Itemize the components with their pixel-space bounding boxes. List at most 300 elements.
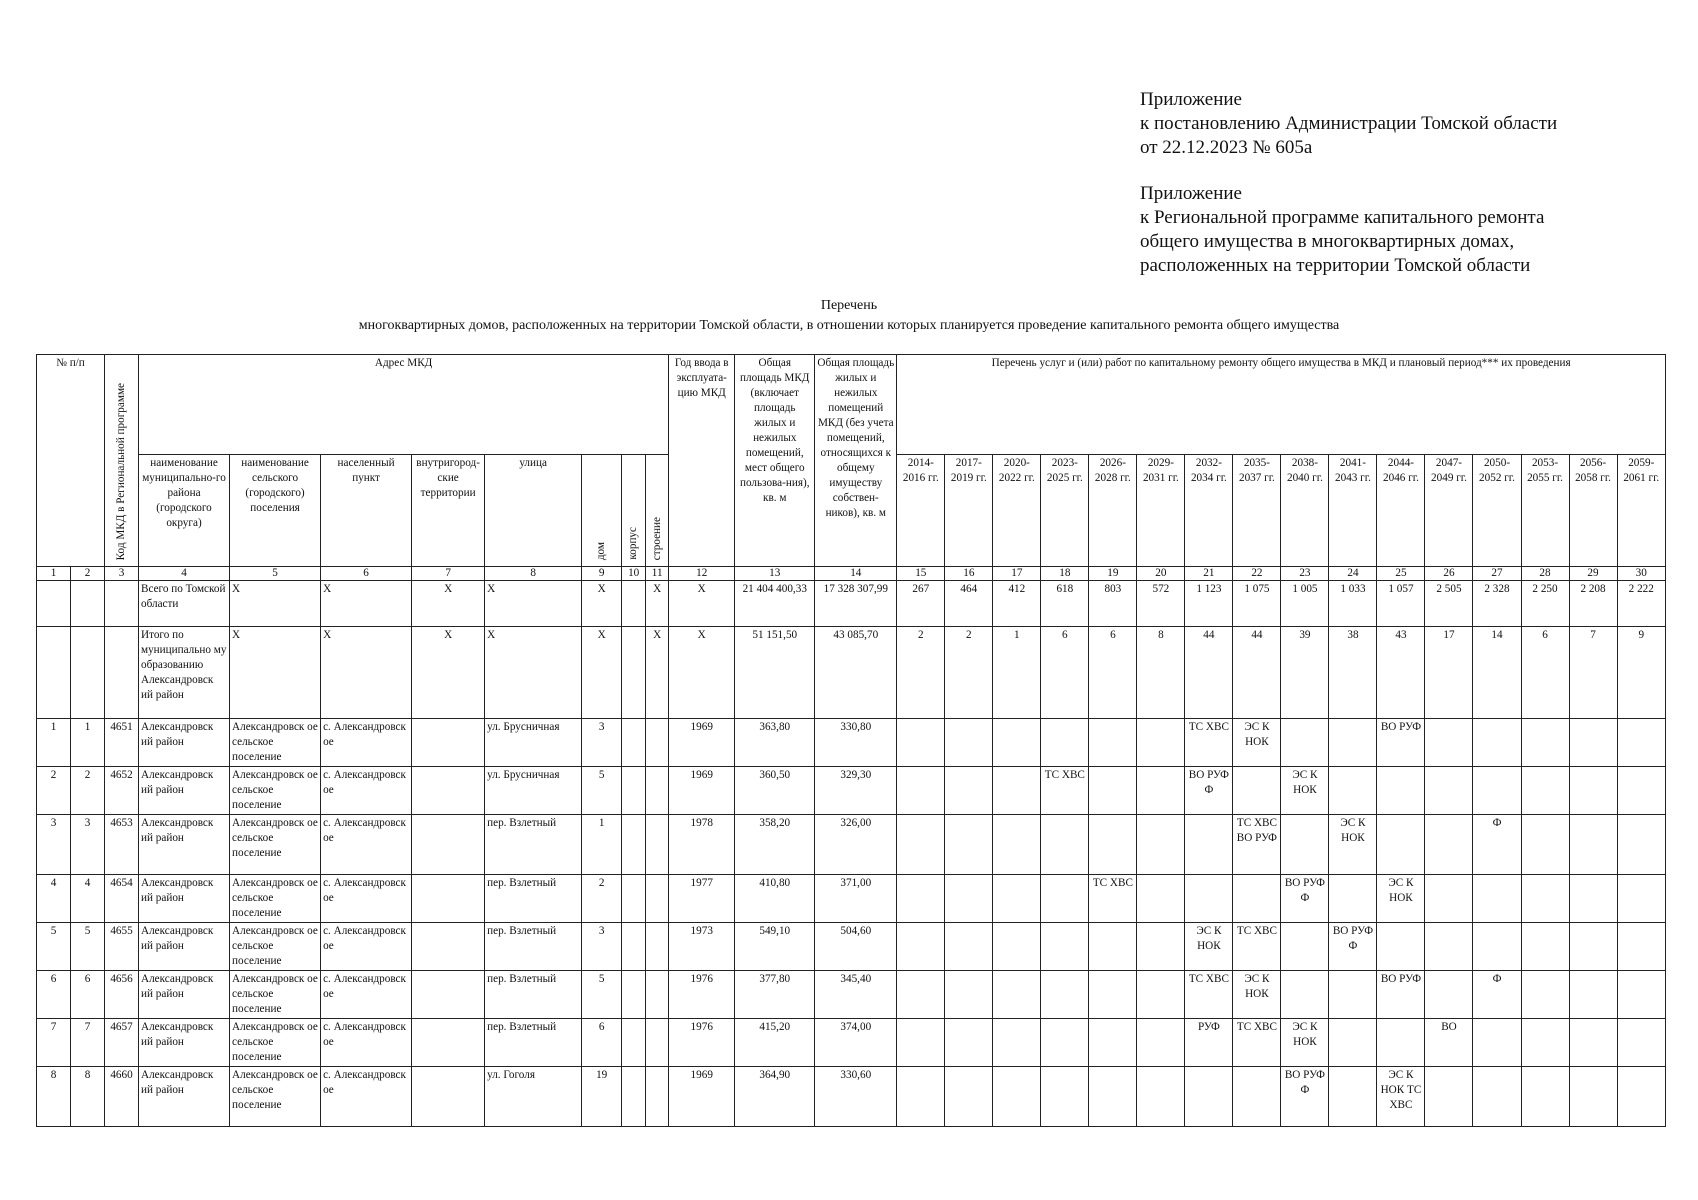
table-cell: 2 208 bbox=[1569, 581, 1617, 627]
table-cell: с. Александровск ое bbox=[321, 923, 412, 971]
table-cell bbox=[646, 923, 669, 971]
table-cell bbox=[1233, 875, 1281, 923]
table-row bbox=[37, 581, 1666, 627]
table-cell: 51 151,50 bbox=[735, 627, 815, 719]
table-cell: 1 bbox=[71, 719, 105, 767]
table-cell bbox=[897, 719, 945, 767]
table-cell: ЭС К НОК bbox=[1329, 815, 1377, 875]
table-cell bbox=[993, 719, 1041, 767]
table-cell: ТС ХВС bbox=[1233, 1019, 1281, 1067]
table-cell bbox=[945, 1019, 993, 1067]
table-cell: Александровск ий район bbox=[139, 875, 230, 923]
table-cell: 38 bbox=[1329, 627, 1377, 719]
table-cell: 9 bbox=[1617, 627, 1665, 719]
table-cell: 1 057 bbox=[1377, 581, 1425, 627]
table-cell: 358,20 bbox=[735, 815, 815, 875]
table-cell: ТС ХВС bbox=[1233, 923, 1281, 971]
table-cell: 267 bbox=[897, 581, 945, 627]
table-cell bbox=[1521, 815, 1569, 875]
table-cell bbox=[1617, 1067, 1665, 1127]
table-cell: ул. Гоголя bbox=[485, 1067, 582, 1127]
appendix-line: Приложение bbox=[1140, 183, 1242, 204]
table-cell bbox=[105, 581, 139, 627]
table-cell bbox=[993, 815, 1041, 875]
table-cell bbox=[1425, 815, 1473, 875]
table-cell bbox=[945, 971, 993, 1019]
table-cell: 1978 bbox=[669, 815, 735, 875]
table-cell: 7 bbox=[71, 1019, 105, 1067]
table-cell bbox=[1569, 971, 1617, 1019]
table-cell: X bbox=[321, 627, 412, 719]
table-cell: 6 bbox=[1521, 627, 1569, 719]
column-number: 1 bbox=[37, 567, 71, 581]
table-cell: 1 bbox=[993, 627, 1041, 719]
column-number: 16 bbox=[945, 567, 993, 581]
period-header: 2035-2037 гг. bbox=[1233, 455, 1281, 567]
table-cell: 4652 bbox=[105, 767, 139, 815]
table-cell: 410,80 bbox=[735, 875, 815, 923]
column-number: 13 bbox=[735, 567, 815, 581]
table-cell bbox=[1377, 815, 1425, 875]
period-header: 2056-2058 гг. bbox=[1569, 455, 1617, 567]
table-cell bbox=[993, 767, 1041, 815]
table-cell bbox=[993, 971, 1041, 1019]
table-cell: 803 bbox=[1089, 581, 1137, 627]
table-cell: 412 bbox=[993, 581, 1041, 627]
table-cell bbox=[37, 581, 71, 627]
table-cell: 360,50 bbox=[735, 767, 815, 815]
document-title: Перечень bbox=[820, 298, 878, 313]
column-number: 25 bbox=[1377, 567, 1425, 581]
table-cell bbox=[1281, 971, 1329, 1019]
table-cell bbox=[1521, 1067, 1569, 1127]
table-cell: 330,80 bbox=[815, 719, 897, 767]
appendix-header-program bbox=[1140, 182, 1544, 278]
table-cell bbox=[1041, 1019, 1089, 1067]
table-cell bbox=[1329, 719, 1377, 767]
table-cell: 363,80 bbox=[735, 719, 815, 767]
column-number: 28 bbox=[1521, 567, 1569, 581]
column-number: 12 bbox=[669, 567, 735, 581]
table-cell: 1 bbox=[582, 815, 622, 875]
table-cell: ТС ХВС ВО РУФ bbox=[1233, 815, 1281, 875]
header-settlement: наименование сельского (городского) поселения bbox=[230, 455, 321, 567]
table-cell: 464 bbox=[945, 581, 993, 627]
table-cell bbox=[1281, 815, 1329, 875]
table-cell: 19 bbox=[582, 1067, 622, 1127]
column-number: 11 bbox=[646, 567, 669, 581]
period-header: 2020-2022 гг. bbox=[993, 455, 1041, 567]
period-header: 2041-2043 гг. bbox=[1329, 455, 1377, 567]
table-cell: 21 404 400,33 bbox=[735, 581, 815, 627]
table-cell: 2 250 bbox=[1521, 581, 1569, 627]
appendix-line: общего имущества в многоквартирных домах, bbox=[1140, 231, 1515, 252]
table-cell bbox=[646, 971, 669, 1019]
table-cell bbox=[1041, 719, 1089, 767]
header-area-living: Общая площадь жилых и нежилых помещений МКД (без учета помещений, относящихся к общему имуществу собствен-ников), кв. м bbox=[815, 355, 897, 567]
table-cell: Александровск ое сельское поселение bbox=[230, 923, 321, 971]
table-cell: Александровск ий район bbox=[139, 1067, 230, 1127]
table-cell bbox=[622, 767, 646, 815]
table-cell: ЭС К НОК bbox=[1281, 1019, 1329, 1067]
header-building bbox=[622, 455, 646, 567]
table-cell: 415,20 bbox=[735, 1019, 815, 1067]
table-cell bbox=[1425, 923, 1473, 971]
table-cell: ЭС К НОК bbox=[1377, 875, 1425, 923]
table-cell bbox=[1617, 971, 1665, 1019]
table-cell: пер. Взлетный bbox=[485, 815, 582, 875]
table-cell: Александровск ое сельское поселение bbox=[230, 1067, 321, 1127]
table-cell: 549,10 bbox=[735, 923, 815, 971]
column-number: 9 bbox=[582, 567, 622, 581]
table-cell bbox=[897, 1019, 945, 1067]
table-cell bbox=[1617, 719, 1665, 767]
table-cell: 6 bbox=[582, 1019, 622, 1067]
column-number: 18 bbox=[1041, 567, 1089, 581]
table-cell: ВО РУФ Ф bbox=[1329, 923, 1377, 971]
table-cell bbox=[1089, 923, 1137, 971]
table-cell: ВО РУФ Ф bbox=[1281, 875, 1329, 923]
table-cell: 44 bbox=[1233, 627, 1281, 719]
table-cell: X bbox=[485, 581, 582, 627]
column-number: 20 bbox=[1137, 567, 1185, 581]
column-number: 14 bbox=[815, 567, 897, 581]
table-cell: Александровск ое сельское поселение bbox=[230, 971, 321, 1019]
header-num: № п/п bbox=[37, 355, 105, 567]
table-cell bbox=[1233, 1067, 1281, 1127]
table-cell bbox=[412, 1019, 485, 1067]
table-cell: с. Александровск ое bbox=[321, 1019, 412, 1067]
table-cell bbox=[1329, 875, 1377, 923]
table-cell: 8 bbox=[71, 1067, 105, 1127]
column-number: 30 bbox=[1617, 567, 1665, 581]
table-cell bbox=[1185, 815, 1233, 875]
table-cell: пер. Взлетный bbox=[485, 923, 582, 971]
column-number: 10 bbox=[622, 567, 646, 581]
table-cell bbox=[646, 875, 669, 923]
table-cell bbox=[1137, 767, 1185, 815]
table-cell: 1969 bbox=[669, 767, 735, 815]
table-cell bbox=[945, 767, 993, 815]
table-cell bbox=[622, 815, 646, 875]
table-cell: 1 005 bbox=[1281, 581, 1329, 627]
table-cell bbox=[945, 923, 993, 971]
table-cell bbox=[1521, 767, 1569, 815]
table-cell bbox=[1521, 875, 1569, 923]
table-cell: Александровск ий район bbox=[139, 719, 230, 767]
table-cell: 3 bbox=[71, 815, 105, 875]
table-cell: 43 bbox=[1377, 627, 1425, 719]
table-row bbox=[37, 815, 1666, 875]
table-cell: X bbox=[412, 627, 485, 719]
table-cell: Всего по Томской области bbox=[139, 581, 230, 627]
table-cell: с. Александровск ое bbox=[321, 815, 412, 875]
table-cell bbox=[412, 767, 485, 815]
table-cell: с. Александровск ое bbox=[321, 971, 412, 1019]
column-number: 22 bbox=[1233, 567, 1281, 581]
table-cell: 39 bbox=[1281, 627, 1329, 719]
table-cell bbox=[37, 627, 71, 719]
table-cell: X bbox=[669, 627, 735, 719]
column-number-row bbox=[37, 567, 1666, 581]
table-cell: ВО РУФ Ф bbox=[1281, 1067, 1329, 1127]
table-cell: Итого по муниципально му образованию Александровск ий район bbox=[139, 627, 230, 719]
appendix-line: расположенных на территории Томской области bbox=[1140, 255, 1531, 276]
appendix-line: к постановлению Администрации Томской области bbox=[1140, 113, 1558, 134]
table-cell bbox=[897, 767, 945, 815]
period-header: 2032-2034 гг. bbox=[1185, 455, 1233, 567]
column-number: 2 bbox=[71, 567, 105, 581]
table-cell: 2 bbox=[945, 627, 993, 719]
table-cell: ЭС К НОК bbox=[1185, 923, 1233, 971]
header-building-text: корпус bbox=[627, 527, 640, 560]
table-cell bbox=[1089, 1067, 1137, 1127]
table-cell: Александровск ий район bbox=[139, 767, 230, 815]
table-cell bbox=[1473, 923, 1521, 971]
table-cell bbox=[622, 719, 646, 767]
table-cell bbox=[1521, 719, 1569, 767]
table-cell bbox=[1425, 875, 1473, 923]
table-cell: Александровск ое сельское поселение bbox=[230, 767, 321, 815]
table-cell bbox=[1425, 1067, 1473, 1127]
table-cell: X bbox=[412, 581, 485, 627]
table-cell: 4655 bbox=[105, 923, 139, 971]
table-cell: 618 bbox=[1041, 581, 1089, 627]
header-row-top bbox=[37, 355, 1666, 455]
table-row bbox=[37, 1019, 1666, 1067]
table-cell bbox=[622, 627, 646, 719]
table-cell: 364,90 bbox=[735, 1067, 815, 1127]
table-cell: Александровск ий район bbox=[139, 971, 230, 1019]
header-district: наименование муниципально-го района (городского округа) bbox=[139, 455, 230, 567]
table-cell bbox=[1329, 971, 1377, 1019]
table-row bbox=[37, 719, 1666, 767]
header-year: Год ввода в эксплуата-цию МКД bbox=[669, 355, 735, 567]
table-cell bbox=[1041, 923, 1089, 971]
table-cell bbox=[646, 1019, 669, 1067]
table-cell: X bbox=[582, 627, 622, 719]
column-number: 26 bbox=[1425, 567, 1473, 581]
table-cell: 1976 bbox=[669, 1019, 735, 1067]
table-cell: Александровск ий район bbox=[139, 923, 230, 971]
header-code bbox=[105, 355, 139, 567]
table-cell: 326,00 bbox=[815, 815, 897, 875]
table-cell: пер. Взлетный bbox=[485, 1019, 582, 1067]
table-cell bbox=[993, 875, 1041, 923]
table-cell bbox=[1569, 767, 1617, 815]
header-locality: населенный пункт bbox=[321, 455, 412, 567]
table-cell bbox=[945, 1067, 993, 1127]
table-cell: X bbox=[582, 581, 622, 627]
table-cell bbox=[412, 815, 485, 875]
table-cell: 572 bbox=[1137, 581, 1185, 627]
table-cell: РУФ bbox=[1185, 1019, 1233, 1067]
table-cell: ул. Брусничная bbox=[485, 767, 582, 815]
table-cell: X bbox=[321, 581, 412, 627]
table-cell bbox=[1569, 1067, 1617, 1127]
table-cell: 4651 bbox=[105, 719, 139, 767]
table-cell bbox=[622, 875, 646, 923]
table-cell bbox=[1089, 971, 1137, 1019]
table-cell bbox=[1137, 875, 1185, 923]
table-cell: 1969 bbox=[669, 1067, 735, 1127]
table-row bbox=[37, 923, 1666, 971]
table-cell bbox=[1617, 923, 1665, 971]
table-cell: ул. Брусничная bbox=[485, 719, 582, 767]
table-cell bbox=[1377, 767, 1425, 815]
table-cell: ВО РУФ bbox=[1377, 971, 1425, 1019]
table-cell bbox=[945, 719, 993, 767]
header-structure-text: строение bbox=[650, 516, 663, 560]
column-number: 7 bbox=[412, 567, 485, 581]
table-cell bbox=[1041, 815, 1089, 875]
table-cell bbox=[1041, 971, 1089, 1019]
table-cell bbox=[1137, 815, 1185, 875]
table-cell: ТС ХВС bbox=[1185, 971, 1233, 1019]
appendix-line: к Региональной программе капитального ремонта bbox=[1140, 207, 1545, 228]
table-cell: 2 bbox=[37, 767, 71, 815]
table-cell: пер. Взлетный bbox=[485, 971, 582, 1019]
table-cell bbox=[1377, 1019, 1425, 1067]
table-cell: ТС ХВС bbox=[1089, 875, 1137, 923]
table-cell bbox=[1137, 1067, 1185, 1127]
table-cell bbox=[1617, 875, 1665, 923]
table-cell: Ф bbox=[1473, 971, 1521, 1019]
header-address: Адрес МКД bbox=[139, 355, 669, 455]
table-cell: Ф bbox=[1473, 815, 1521, 875]
table-cell: Александровск ий район bbox=[139, 815, 230, 875]
table-cell bbox=[1089, 719, 1137, 767]
table-cell bbox=[622, 581, 646, 627]
table-cell: 44 bbox=[1185, 627, 1233, 719]
table-cell bbox=[1569, 875, 1617, 923]
table-cell: 1976 bbox=[669, 971, 735, 1019]
table-cell bbox=[622, 1067, 646, 1127]
table-cell bbox=[1425, 719, 1473, 767]
table-cell: ВО РУФ bbox=[1377, 719, 1425, 767]
table-cell bbox=[897, 1067, 945, 1127]
period-header: 2038-2040 гг. bbox=[1281, 455, 1329, 567]
table-cell bbox=[1377, 923, 1425, 971]
table-cell bbox=[646, 815, 669, 875]
table-cell: 17 bbox=[1425, 627, 1473, 719]
table-cell bbox=[1617, 815, 1665, 875]
period-header: 2053-2055 гг. bbox=[1521, 455, 1569, 567]
header-works: Перечень услуг и (или) работ по капитальному ремонту общего имущества в МКД и плановый период*** их проведения bbox=[897, 355, 1666, 455]
table-cell: 3 bbox=[582, 719, 622, 767]
table-cell: ЭС К НОК bbox=[1233, 719, 1281, 767]
table-cell: ЭС К НОК ТС ХВС bbox=[1377, 1067, 1425, 1127]
table-cell bbox=[1329, 1019, 1377, 1067]
table-cell bbox=[1089, 767, 1137, 815]
header-code-text: Код МКД в Региональной программе bbox=[115, 382, 127, 560]
table-cell: 8 bbox=[37, 1067, 71, 1127]
table-cell: 4657 bbox=[105, 1019, 139, 1067]
table-cell bbox=[1089, 815, 1137, 875]
table-cell bbox=[1137, 719, 1185, 767]
period-header: 2044-2046 гг. bbox=[1377, 455, 1425, 567]
table-cell: Александровск ое сельское поселение bbox=[230, 719, 321, 767]
header-area-total: Общая площадь МКД (включает площадь жилых и нежилых помещений, мест общего пользова-ния), кв. м bbox=[735, 355, 815, 567]
table-cell bbox=[993, 1067, 1041, 1127]
header-intracity: внутригород-ские территории bbox=[412, 455, 485, 567]
table-cell: ТС ХВС bbox=[1185, 719, 1233, 767]
table-cell bbox=[1137, 971, 1185, 1019]
table-cell: 1973 bbox=[669, 923, 735, 971]
table-cell: ВО РУФ Ф bbox=[1185, 767, 1233, 815]
table-cell: Александровск ий район bbox=[139, 1019, 230, 1067]
table-cell bbox=[412, 923, 485, 971]
table-cell bbox=[945, 815, 993, 875]
table-cell: X bbox=[646, 627, 669, 719]
column-number: 21 bbox=[1185, 567, 1233, 581]
table-cell: X bbox=[230, 581, 321, 627]
table-row bbox=[37, 627, 1666, 719]
table-cell: 4660 bbox=[105, 1067, 139, 1127]
period-header: 2050-2052 гг. bbox=[1473, 455, 1521, 567]
table-cell bbox=[1281, 719, 1329, 767]
table-cell: 4654 bbox=[105, 875, 139, 923]
table-cell: 377,80 bbox=[735, 971, 815, 1019]
table-cell bbox=[1089, 1019, 1137, 1067]
table-cell: Александровск ое сельское поселение bbox=[230, 815, 321, 875]
column-number: 23 bbox=[1281, 567, 1329, 581]
table-cell: 2 505 bbox=[1425, 581, 1473, 627]
table-cell: с. Александровск ое bbox=[321, 875, 412, 923]
table-row bbox=[37, 971, 1666, 1019]
table-cell bbox=[71, 627, 105, 719]
table-cell bbox=[1137, 923, 1185, 971]
table-cell bbox=[1473, 767, 1521, 815]
table-cell: 5 bbox=[582, 767, 622, 815]
column-number: 3 bbox=[105, 567, 139, 581]
table-cell bbox=[622, 971, 646, 1019]
table-cell bbox=[412, 971, 485, 1019]
table-cell bbox=[945, 875, 993, 923]
table-cell bbox=[1521, 923, 1569, 971]
table-cell bbox=[1569, 1019, 1617, 1067]
column-number: 4 bbox=[139, 567, 230, 581]
table-cell bbox=[412, 875, 485, 923]
table-cell: 1 bbox=[37, 719, 71, 767]
table-row bbox=[37, 875, 1666, 923]
table-cell bbox=[622, 923, 646, 971]
table-cell: 2 bbox=[582, 875, 622, 923]
period-header: 2059-2061 гг. bbox=[1617, 455, 1665, 567]
appendix-line: от 22.12.2023 № 605а bbox=[1140, 137, 1313, 158]
table-cell: 5 bbox=[71, 923, 105, 971]
table-cell bbox=[1329, 767, 1377, 815]
period-header: 2014-2016 гг. bbox=[897, 455, 945, 567]
table-cell: Александровск ое сельское поселение bbox=[230, 875, 321, 923]
period-header: 2047-2049 гг. bbox=[1425, 455, 1473, 567]
table-cell: 6 bbox=[37, 971, 71, 1019]
table-cell: 2 222 bbox=[1617, 581, 1665, 627]
table-cell: 6 bbox=[1089, 627, 1137, 719]
table-cell: 2 bbox=[897, 627, 945, 719]
table-cell bbox=[71, 581, 105, 627]
period-header: 2017-2019 гг. bbox=[945, 455, 993, 567]
table-cell bbox=[646, 719, 669, 767]
table-cell: 1 123 bbox=[1185, 581, 1233, 627]
table-cell: ЭС К НОК bbox=[1281, 767, 1329, 815]
appendix-header-resolution bbox=[1140, 88, 1557, 160]
table-cell bbox=[897, 875, 945, 923]
table-cell: 5 bbox=[582, 971, 622, 1019]
table-cell: 329,30 bbox=[815, 767, 897, 815]
table-cell: Александровск ое сельское поселение bbox=[230, 1019, 321, 1067]
header-house bbox=[582, 455, 622, 567]
